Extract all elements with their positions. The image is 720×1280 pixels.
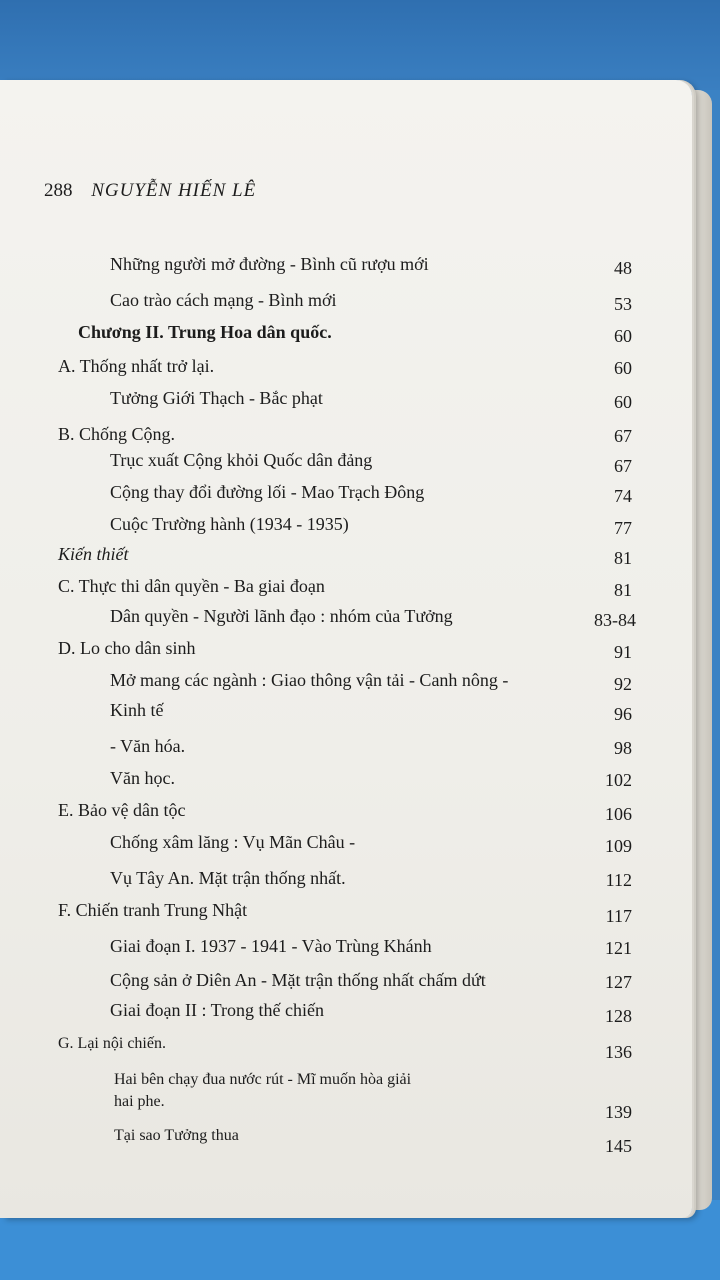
page-header xyxy=(44,180,256,210)
toc-entry: Chống xâm lăng : Vụ Mãn Châu - xyxy=(110,832,356,852)
running-author: NGUYỄN HIẾN LÊ xyxy=(91,180,257,201)
toc-page: 96 xyxy=(614,704,632,724)
toc-entry: Dân quyền - Người lãnh đạo : nhóm của Tưởng xyxy=(110,606,453,626)
toc-page: 128 xyxy=(605,1006,632,1026)
toc-page: 81 xyxy=(614,548,632,568)
toc-page: 102 xyxy=(605,770,632,790)
toc-page: 117 xyxy=(605,906,632,926)
toc-page: 98 xyxy=(614,738,632,758)
toc-entry: Hai bên chạy đua nước rút - Mĩ muốn hòa giải xyxy=(114,1071,412,1088)
page-edge xyxy=(692,90,712,1210)
toc-page: 74 xyxy=(614,486,632,506)
toc-page: 91 xyxy=(614,642,632,662)
toc-section: B. Chống Cộng. xyxy=(58,424,176,444)
toc-section: D. Lo cho dân sinh xyxy=(58,638,196,658)
toc-entry: Tưởng Giới Thạch - Bắc phạt xyxy=(110,388,323,408)
toc-entry: Cộng thay đổi đường lối - Mao Trạch Đông xyxy=(110,482,425,502)
background-top xyxy=(0,0,720,90)
toc-entry: Giai đoạn II : Trong thế chiến xyxy=(110,1000,324,1020)
toc-entry: Cuộc Trường hành (1934 - 1935) xyxy=(110,514,349,534)
toc-page: 77 xyxy=(614,518,632,538)
toc-page: 81 xyxy=(614,580,632,600)
toc-page: 48 xyxy=(614,258,632,278)
toc-entry: Trục xuất Cộng khỏi Quốc dân đảng xyxy=(110,450,373,470)
toc-entry: Cao trào cách mạng - Bình mới xyxy=(110,290,337,310)
toc-page: 106 xyxy=(605,804,632,824)
toc-chapter: Chương II. Trung Hoa dân quốc. xyxy=(78,322,332,342)
toc-section: C. Thực thi dân quyền - Ba giai đoạn xyxy=(58,576,325,596)
page-number: 288 xyxy=(44,180,73,201)
toc-section: G. Lại nội chiến. xyxy=(58,1035,166,1052)
toc-subheading: Kiến thiết xyxy=(58,544,129,564)
toc-page: 92 xyxy=(614,674,632,694)
toc-page: 60 xyxy=(614,392,632,412)
toc-entry: Tại sao Tưởng thua xyxy=(114,1127,239,1144)
toc-page: 145 xyxy=(605,1136,632,1156)
toc-section: E. Bảo vệ dân tộc xyxy=(58,800,186,820)
toc-page: 60 xyxy=(614,358,632,378)
toc-page: 83-84 xyxy=(594,610,636,630)
toc-page: 67 xyxy=(614,456,632,476)
toc-page: 109 xyxy=(605,836,632,856)
toc-page: 112 xyxy=(605,870,632,890)
toc-page: 127 xyxy=(605,972,632,992)
toc-section: F. Chiến tranh Trung Nhật xyxy=(58,900,248,920)
toc-page: 121 xyxy=(605,938,632,958)
toc-page: 136 xyxy=(605,1042,632,1062)
toc-entry: Vụ Tây An. Mặt trận thống nhất. xyxy=(110,868,346,888)
toc-page: 60 xyxy=(614,326,632,346)
toc-entry: - Văn hóa. xyxy=(110,736,186,756)
toc-entry: Những người mở đường - Bình cũ rượu mới xyxy=(110,254,429,274)
toc-entry: Kinh tế xyxy=(110,700,164,720)
toc-entry: hai phe. xyxy=(114,1093,165,1110)
toc-entry: Mở mang các ngành : Giao thông vận tải - Canh nông - xyxy=(110,670,509,690)
toc-page: 67 xyxy=(614,426,632,446)
toc-entry: Văn học. xyxy=(110,768,175,788)
toc-page: 53 xyxy=(614,294,632,314)
toc-entry: Giai đoạn I. 1937 - 1941 - Vào Trùng Khánh xyxy=(110,936,432,956)
toc-entry: Cộng sản ở Diên An - Mặt trận thống nhất chấm dứt xyxy=(110,970,486,990)
toc-section: A. Thống nhất trở lại. xyxy=(58,356,215,376)
toc-page: 139 xyxy=(605,1102,632,1122)
